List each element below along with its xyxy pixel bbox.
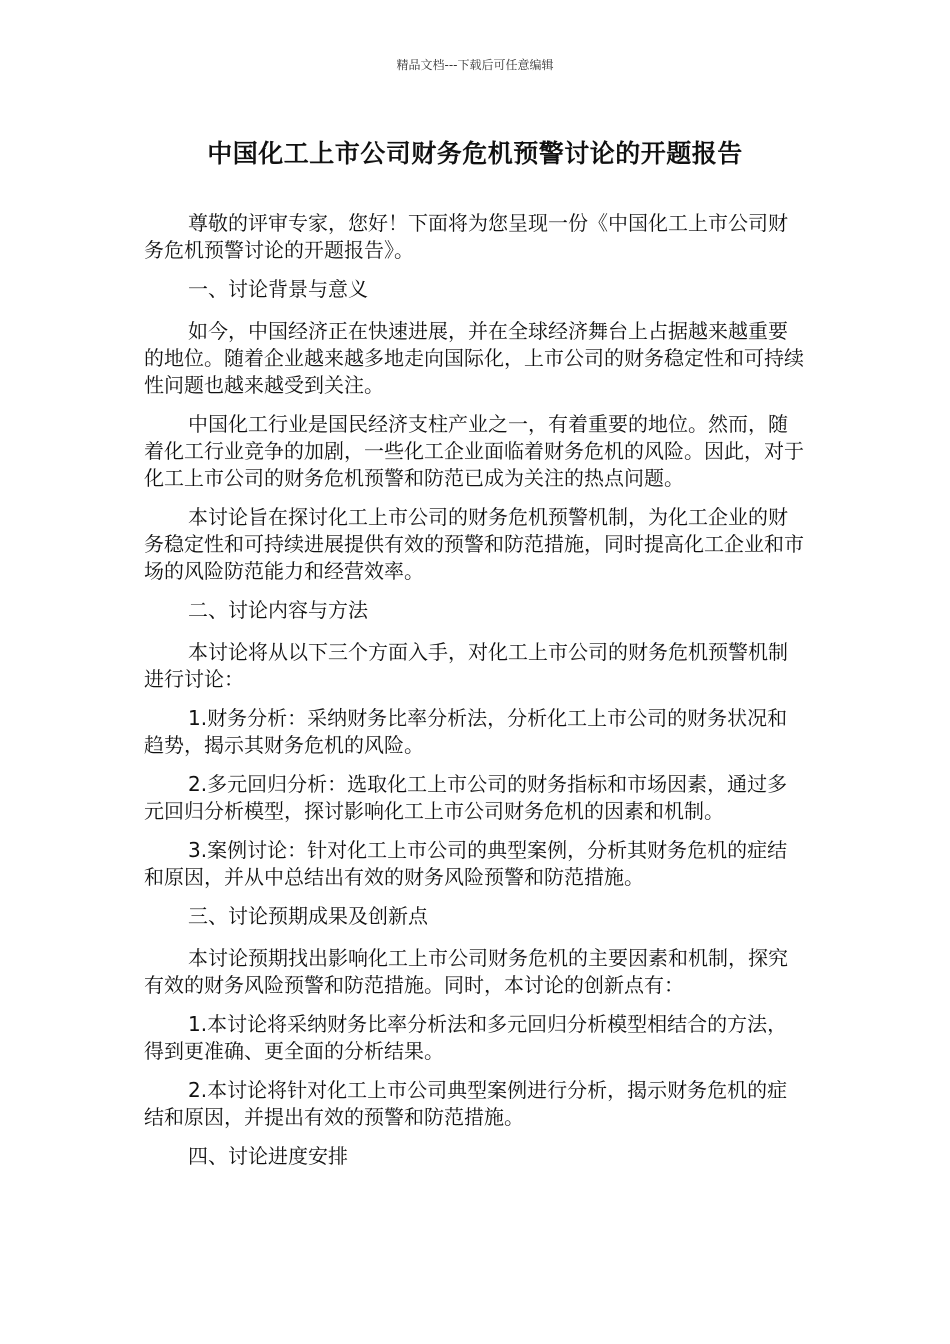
list-item-financial-analysis: 1.财务分析：采纳财务比率分析法，分析化工上市公司的财务状况和趋势，揭示其财务危机的风险。 xyxy=(144,706,788,757)
page-header: 精品文档---下载后可任意编辑 xyxy=(396,58,554,72)
section-heading-background: 一、讨论背景与意义 xyxy=(188,277,368,301)
paragraph-outcomes: 本讨论预期找出影响化工上市公司财务危机的主要因素和机制，探究有效的财务风险预警和防范措施。同时，本讨论的创新点有： xyxy=(144,946,788,997)
document-body xyxy=(144,210,804,1185)
list-item-innovation-1: 1.本讨论将采纳财务比率分析法和多元回归分析模型相结合的方法，得到更准确、更全面的分析结果。 xyxy=(144,1012,788,1063)
paragraph-economy: 如今，中国经济正在快速进展，并在全球经济舞台上占据越来越重要的地位。随着企业越来越多地走向国际化，上市公司的财务稳定性和可持续性问题也越来越受到关注。 xyxy=(144,319,804,397)
section-heading-outcomes: 三、讨论预期成果及创新点 xyxy=(188,904,428,928)
document-title: 中国化工上市公司财务危机预警讨论的开题报告 xyxy=(207,139,743,168)
section-heading-schedule: 四、讨论进度安排 xyxy=(188,1144,348,1168)
paragraph-methods-intro: 本讨论将从以下三个方面入手，对化工上市公司的财务危机预警机制进行讨论： xyxy=(144,640,788,691)
intro-paragraph: 尊敬的评审专家，您好！下面将为您呈现一份《中国化工上市公司财务危机预警讨论的开题报告》。 xyxy=(144,211,788,262)
list-item-case-study: 3.案例讨论：针对化工上市公司的典型案例，分析其财务危机的症结和原因，并从中总结出有效的财务风险预警和防范措施。 xyxy=(144,838,788,889)
paragraph-purpose: 本讨论旨在探讨化工上市公司的财务危机预警机制，为化工企业的财务稳定性和可持续进展提供有效的预警和防范措施，同时提高化工企业和市场的风险防范能力和经营效率。 xyxy=(144,505,804,583)
list-item-innovation-2: 2.本讨论将针对化工上市公司典型案例进行分析，揭示财务危机的症结和原因，并提出有效的预警和防范措施。 xyxy=(144,1078,788,1129)
section-heading-methods: 二、讨论内容与方法 xyxy=(188,598,368,622)
list-item-regression-analysis: 2.多元回归分析：选取化工上市公司的财务指标和市场因素，通过多元回归分析模型，探讨影响化工上市公司财务危机的因素和机制。 xyxy=(144,772,788,823)
paragraph-chemical-industry: 中国化工行业是国民经济支柱产业之一，有着重要的地位。然而，随着化工行业竞争的加剧，一些化工企业面临着财务危机的风险。因此，对于化工上市公司的财务危机预警和防范已成为关注的热点问题。 xyxy=(144,412,804,490)
